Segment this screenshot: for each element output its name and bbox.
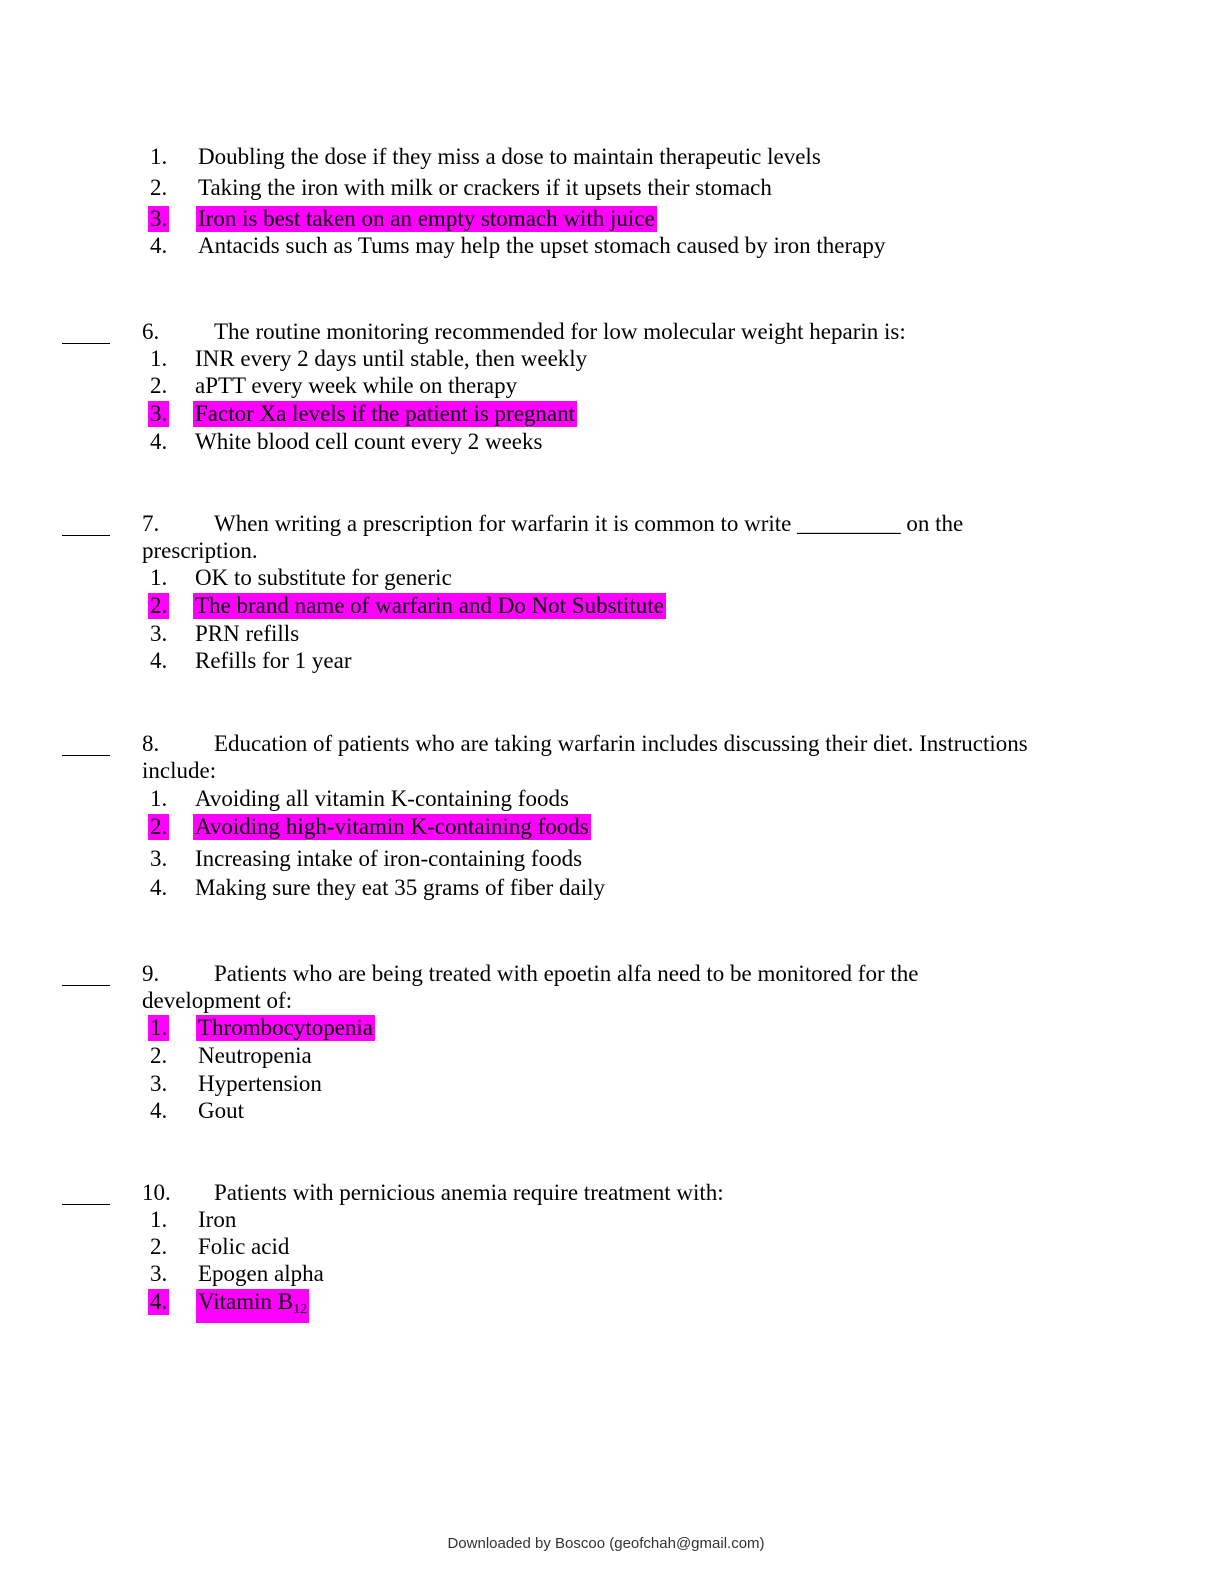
subscript: 12 bbox=[293, 1302, 308, 1317]
option-text: OK to substitute for generic bbox=[195, 565, 452, 590]
option-text: INR every 2 days until stable, then weekly bbox=[195, 346, 588, 371]
option-text: Avoiding all vitamin K-containing foods bbox=[195, 786, 569, 811]
option-text: Doubling the dose if they miss a dose to maintain therapeutic levels bbox=[198, 144, 821, 169]
question-text: Patients with pernicious anemia require treatment with: bbox=[214, 1180, 724, 1205]
option-number-correct: 1. bbox=[150, 1015, 168, 1040]
option-text: Epogen alpha bbox=[198, 1261, 324, 1286]
option-number: 3. bbox=[150, 1261, 168, 1286]
option-text-correct: Avoiding high-vitamin K-containing foods bbox=[195, 814, 589, 839]
option-number: 4. bbox=[150, 429, 168, 454]
question-text: The routine monitoring recommended for low molecular weight heparin is: bbox=[214, 319, 906, 344]
option-number-correct: 2. bbox=[150, 593, 168, 618]
option-number-correct: 3. bbox=[150, 206, 168, 231]
option-text: Iron bbox=[198, 1207, 237, 1232]
option-text: Gout bbox=[198, 1098, 244, 1123]
question-text: When writing a prescription for warfarin it is common to write _________ on the bbox=[214, 511, 964, 536]
question-number: 8. bbox=[142, 731, 160, 756]
option-number: 4. bbox=[150, 1098, 168, 1123]
option-text-correct: Iron is best taken on an empty stomach with juice bbox=[198, 206, 655, 231]
answer-blank[interactable] bbox=[62, 343, 110, 344]
option-number: 2. bbox=[150, 373, 168, 398]
answer-blank[interactable] bbox=[62, 535, 110, 536]
option-text: Folic acid bbox=[198, 1234, 290, 1259]
option-number: 4. bbox=[150, 875, 168, 900]
option-number: 1. bbox=[150, 786, 168, 811]
question-number: 7. bbox=[142, 511, 160, 536]
option-text-correct: Thrombocytopenia bbox=[198, 1015, 374, 1040]
option-text: Hypertension bbox=[198, 1071, 322, 1096]
option-text-correct: Factor Xa levels if the patient is pregnant bbox=[195, 401, 576, 426]
option-text: Refills for 1 year bbox=[195, 648, 352, 673]
question-text-continued: include: bbox=[142, 758, 217, 783]
question-number: 9. bbox=[142, 961, 160, 986]
option-number: 2. bbox=[150, 1234, 168, 1259]
option-number-correct: 3. bbox=[150, 401, 168, 426]
option-number-correct: 2. bbox=[150, 814, 168, 839]
option-text: White blood cell count every 2 weeks bbox=[195, 429, 543, 454]
question-text-continued: development of: bbox=[142, 988, 293, 1013]
option-number: 1. bbox=[150, 144, 168, 169]
option-number: 4. bbox=[150, 233, 168, 258]
option-number: 3. bbox=[150, 621, 168, 646]
option-number: 3. bbox=[150, 1071, 168, 1096]
option-number-correct: 4. bbox=[150, 1289, 168, 1314]
option-text-main: Vitamin B bbox=[198, 1289, 294, 1314]
option-text: Making sure they eat 35 grams of fiber daily bbox=[195, 875, 606, 900]
option-number: 4. bbox=[150, 648, 168, 673]
option-number: 1. bbox=[150, 565, 168, 590]
answer-blank[interactable] bbox=[62, 1204, 110, 1205]
option-number: 3. bbox=[150, 846, 168, 871]
question-text-continued: prescription. bbox=[142, 538, 258, 563]
option-text: aPTT every week while on therapy bbox=[195, 373, 518, 398]
option-number: 1. bbox=[150, 346, 168, 371]
question-text: Patients who are being treated with epoetin alfa need to be monitored for the bbox=[214, 961, 919, 986]
question-number: 6. bbox=[142, 319, 160, 344]
question-number: 10. bbox=[142, 1180, 171, 1205]
answer-blank[interactable] bbox=[62, 755, 110, 756]
option-number: 1. bbox=[150, 1207, 168, 1232]
option-text: Neutropenia bbox=[198, 1043, 312, 1068]
answer-blank[interactable] bbox=[62, 985, 110, 986]
option-number: 2. bbox=[150, 1043, 168, 1068]
option-text-correct bbox=[196, 1289, 309, 1323]
option-text: Taking the iron with milk or crackers if it upsets their stomach bbox=[198, 175, 772, 200]
question-text: Education of patients who are taking warfarin includes discussing their diet. Instructions bbox=[214, 731, 1028, 756]
option-text: Increasing intake of iron-containing foods bbox=[195, 846, 583, 871]
option-text-correct: The brand name of warfarin and Do Not Substitute bbox=[195, 593, 664, 618]
download-footer: Downloaded by Boscoo (geofchah@gmail.com) bbox=[447, 1535, 765, 1552]
option-number: 2. bbox=[150, 175, 168, 200]
option-text: Antacids such as Tums may help the upset stomach caused by iron therapy bbox=[198, 233, 886, 258]
option-text: PRN refills bbox=[195, 621, 300, 646]
